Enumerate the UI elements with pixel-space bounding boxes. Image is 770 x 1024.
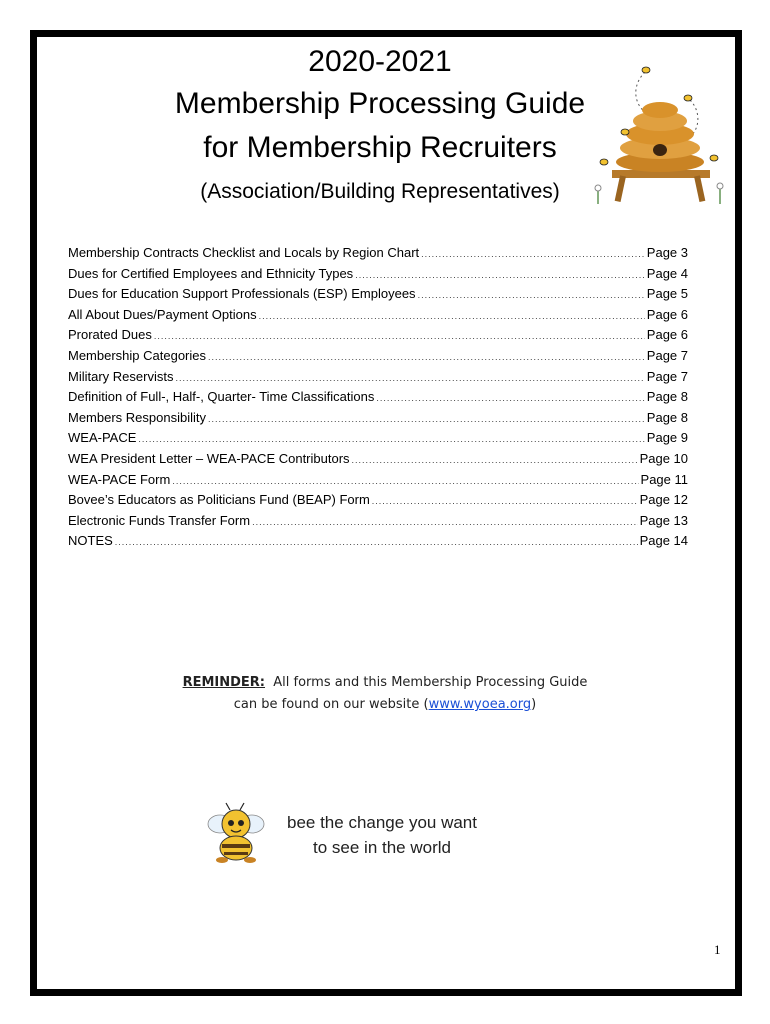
toc-leader (418, 286, 645, 301)
toc-title: WEA President Letter – WEA-PACE Contributors (68, 450, 350, 466)
toc-page: Page 6 (646, 306, 688, 322)
toc-title: Military Reservists (68, 368, 174, 384)
slogan (272, 810, 492, 860)
page-number: 1 (714, 942, 721, 957)
title-year: 2020-2021 (308, 45, 452, 78)
toc-row (68, 369, 688, 390)
toc-row (68, 389, 688, 410)
toc-row (68, 430, 688, 451)
slogan-line-2: to see in the world (313, 838, 451, 857)
toc-title: All About Dues/Payment Options (68, 306, 257, 322)
toc-leader (175, 369, 644, 384)
toc-row (68, 410, 688, 431)
toc-title: Dues for Certified Employees and Ethnicity Types (68, 265, 354, 281)
toc-page: Page 3 (646, 245, 688, 260)
toc-leader (355, 266, 645, 281)
toc-title: Dues for Education Support Professionals (ESP) Employees (68, 286, 416, 302)
toc-title: Definition of Full-, Half-, Quarter- Time Classifications (68, 389, 375, 405)
title-line-1: Membership Processing Guide (174, 87, 586, 120)
toc-leader (172, 472, 638, 487)
toc-title: NOTES (68, 533, 113, 549)
reminder-text-1: All forms and this Membership Processing Guide (273, 675, 588, 690)
website-link[interactable]: www.wyoea.org (428, 697, 532, 712)
toc-leader (372, 492, 638, 507)
toc-page: Page 9 (646, 430, 688, 446)
toc-title: Members Responsibility (68, 409, 206, 425)
toc-leader (115, 533, 638, 548)
toc-leader (421, 245, 645, 260)
toc-leader (154, 327, 645, 342)
title-line-2: for Membership Recruiters (203, 131, 557, 164)
bee-mascot-icon (200, 802, 270, 864)
reminder-note (120, 672, 650, 716)
reminder-line-1 (120, 672, 650, 694)
toc-page: Page 5 (646, 286, 688, 302)
toc-row (68, 348, 688, 369)
toc-leader (252, 513, 638, 528)
toc-page: Page 7 (646, 347, 688, 363)
reminder-text-2-pre: can be found on our website ( (233, 697, 429, 712)
toc-page: Page 8 (646, 389, 688, 405)
toc-leader (352, 451, 638, 466)
toc-row (68, 492, 688, 513)
toc-title: Membership Contracts Checklist and Locals by Region Chart (68, 245, 420, 260)
toc-title: Electronic Funds Transfer Form (68, 512, 251, 528)
title-subtitle: (Association/Building Representatives) (200, 180, 560, 203)
toc-page: Page 10 (639, 450, 688, 466)
toc-page: Page 4 (646, 265, 688, 281)
toc-row (68, 266, 688, 287)
title-block (120, 42, 640, 212)
toc-row (68, 533, 688, 554)
toc-row (68, 472, 688, 493)
toc-row (68, 327, 688, 348)
toc-row (68, 307, 688, 328)
toc-title: WEA-PACE (68, 430, 137, 446)
toc-page: Page 12 (639, 492, 688, 508)
toc-page: Page 14 (639, 533, 688, 549)
toc-leader (376, 389, 644, 404)
toc-page: Page 13 (639, 512, 688, 528)
toc-row (68, 245, 688, 266)
beehive-icon (590, 62, 730, 210)
toc-title: Membership Categories (68, 347, 207, 363)
toc-page: Page 8 (646, 409, 688, 425)
toc-title: Bovee’s Educators as Politicians Fund (BEAP) Form (68, 492, 370, 508)
table-of-contents (68, 245, 688, 554)
toc-page: Page 11 (640, 471, 688, 487)
toc-row (68, 513, 688, 534)
toc-leader (259, 307, 645, 322)
toc-title: WEA-PACE Form (68, 471, 171, 487)
toc-page: Page 6 (646, 327, 688, 343)
reminder-line-2 (120, 694, 650, 716)
reminder-label: REMINDER: (182, 675, 266, 690)
toc-page: Page 7 (646, 368, 688, 384)
toc-row (68, 286, 688, 307)
toc-row (68, 451, 688, 472)
toc-leader (208, 348, 645, 363)
toc-title: Prorated Dues (68, 327, 152, 343)
toc-leader (138, 430, 644, 445)
toc-leader (208, 410, 645, 425)
slogan-line-1: bee the change you want (287, 813, 477, 832)
reminder-text-2-post: ) (531, 697, 537, 712)
